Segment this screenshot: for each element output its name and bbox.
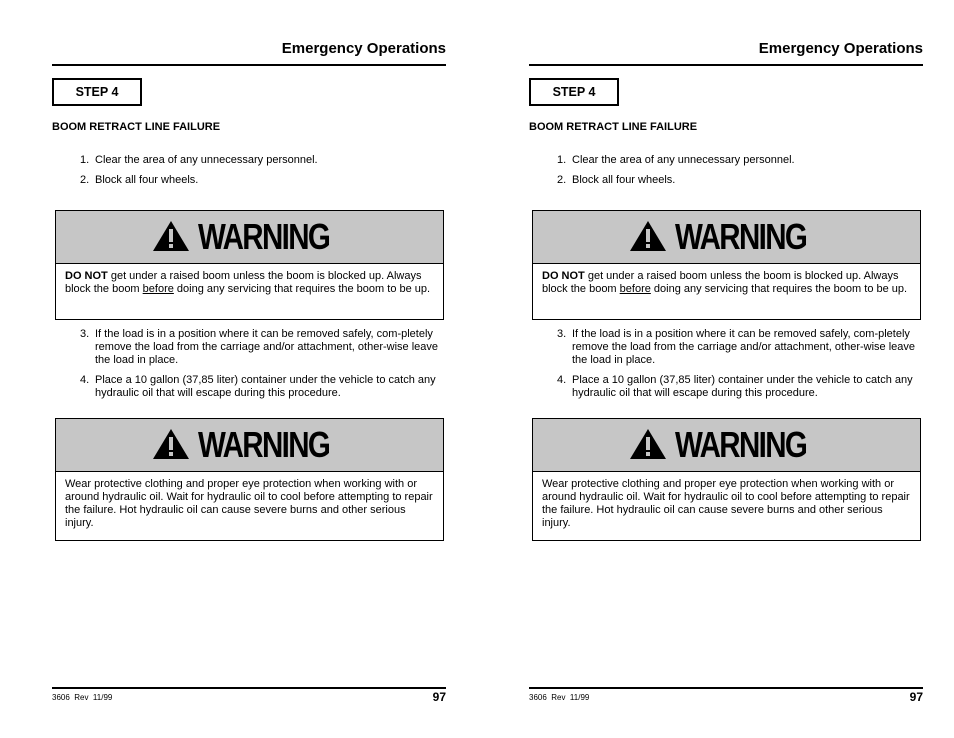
footer-rule — [52, 687, 446, 689]
manual-page-right — [529, 0, 923, 738]
warning-emphasis: DO NOT — [542, 270, 585, 282]
item-number: 3. — [557, 328, 567, 340]
item-number: 4. — [557, 374, 567, 386]
list-item — [80, 174, 442, 187]
step-label-box: STEP 4 — [52, 78, 142, 106]
header-rule — [529, 64, 923, 66]
page-header-title: Emergency Operations — [281, 40, 446, 57]
warning-box-boom — [532, 210, 921, 320]
warning-body: Wear protective clothing and proper eye protection when working with or around hydraulic oil. Wait for hydraulic oil to cool before attempting to repair the failure. Hot hydraulic oil can cause severe burns and other serious injury. — [542, 478, 910, 529]
warning-triangle-icon — [152, 220, 190, 252]
warning-heading: WARNING — [197, 216, 329, 257]
item-number: 2. — [557, 174, 567, 186]
warning-header — [56, 211, 443, 264]
warning-heading: WARNING — [674, 424, 806, 465]
warning-text-part: get under a raised boom unless the boom is blocked up. Always block the boom — [542, 270, 899, 295]
list-item — [557, 374, 923, 400]
item-text: Block all four wheels. — [95, 174, 199, 186]
warning-header — [533, 419, 920, 472]
warning-underlined: before — [142, 283, 174, 295]
warning-text-part: doing any servicing that requires the boom to be up. — [650, 283, 908, 295]
warning-body — [56, 264, 443, 302]
footer-revision: 3606 Rev 11/99 — [529, 693, 590, 702]
step-list-b — [557, 328, 923, 407]
page-header-title: Emergency Operations — [758, 40, 923, 57]
warning-triangle-icon — [629, 220, 667, 252]
item-text: Place a 10 gallon (37,85 liter) container under the vehicle to catch any hydraulic oil that will escape during this procedure. — [572, 374, 913, 399]
warning-box-hydraulic — [532, 418, 921, 541]
footer-revision: 3606 Rev 11/99 — [52, 693, 113, 702]
list-item — [557, 174, 919, 187]
warning-text-part: get under a raised boom unless the boom is blocked up. Always block the boom — [65, 270, 422, 295]
section-title: BOOM RETRACT LINE FAILURE — [529, 121, 698, 133]
item-number: 1. — [80, 154, 90, 166]
warning-triangle-icon — [629, 428, 667, 460]
section-title: BOOM RETRACT LINE FAILURE — [52, 121, 221, 133]
list-item — [80, 374, 446, 400]
warning-emphasis: DO NOT — [65, 270, 108, 282]
item-number: 1. — [557, 154, 567, 166]
item-number: 3. — [80, 328, 90, 340]
page-number: 97 — [909, 690, 923, 704]
page-number: 97 — [432, 690, 446, 704]
item-text: If the load is in a position where it can be removed safely, com-pletely remove the load from the carriage and/or attachment, other-wise leave the load in place. — [572, 328, 916, 366]
item-text: If the load is in a position where it can be removed safely, com-pletely remove the load from the carriage and/or attachment, other-wise leave the load in place. — [95, 328, 439, 366]
warning-body: Wear protective clothing and proper eye protection when working with or around hydraulic oil. Wait for hydraulic oil to cool before attempting to repair the failure. Hot hydraulic oil can cause severe burns and other serious injury. — [65, 478, 433, 529]
warning-header — [56, 419, 443, 472]
warning-text-part: doing any servicing that requires the boom to be up. — [173, 283, 431, 295]
warning-box-hydraulic — [55, 418, 444, 541]
list-item — [557, 154, 919, 167]
list-item — [557, 328, 923, 367]
warning-triangle-icon — [152, 428, 190, 460]
warning-box-boom — [55, 210, 444, 320]
step-list-b — [80, 328, 446, 407]
warning-header — [533, 211, 920, 264]
item-number: 2. — [80, 174, 90, 186]
warning-heading: WARNING — [197, 424, 329, 465]
list-item — [80, 154, 442, 167]
item-text: Clear the area of any unnecessary personnel. — [572, 154, 795, 166]
item-text: Place a 10 gallon (37,85 liter) container under the vehicle to catch any hydraulic oil that will escape during this procedure. — [95, 374, 436, 399]
list-item — [80, 328, 446, 367]
warning-heading: WARNING — [674, 216, 806, 257]
manual-page-left — [52, 0, 446, 738]
step-list-a — [80, 154, 442, 194]
header-rule — [52, 64, 446, 66]
item-text: Clear the area of any unnecessary personnel. — [95, 154, 318, 166]
item-text: Block all four wheels. — [572, 174, 676, 186]
step-list-a — [557, 154, 919, 194]
footer-rule — [529, 687, 923, 689]
item-number: 4. — [80, 374, 90, 386]
warning-underlined: before — [619, 283, 651, 295]
warning-body — [533, 264, 920, 302]
step-label-box: STEP 4 — [529, 78, 619, 106]
